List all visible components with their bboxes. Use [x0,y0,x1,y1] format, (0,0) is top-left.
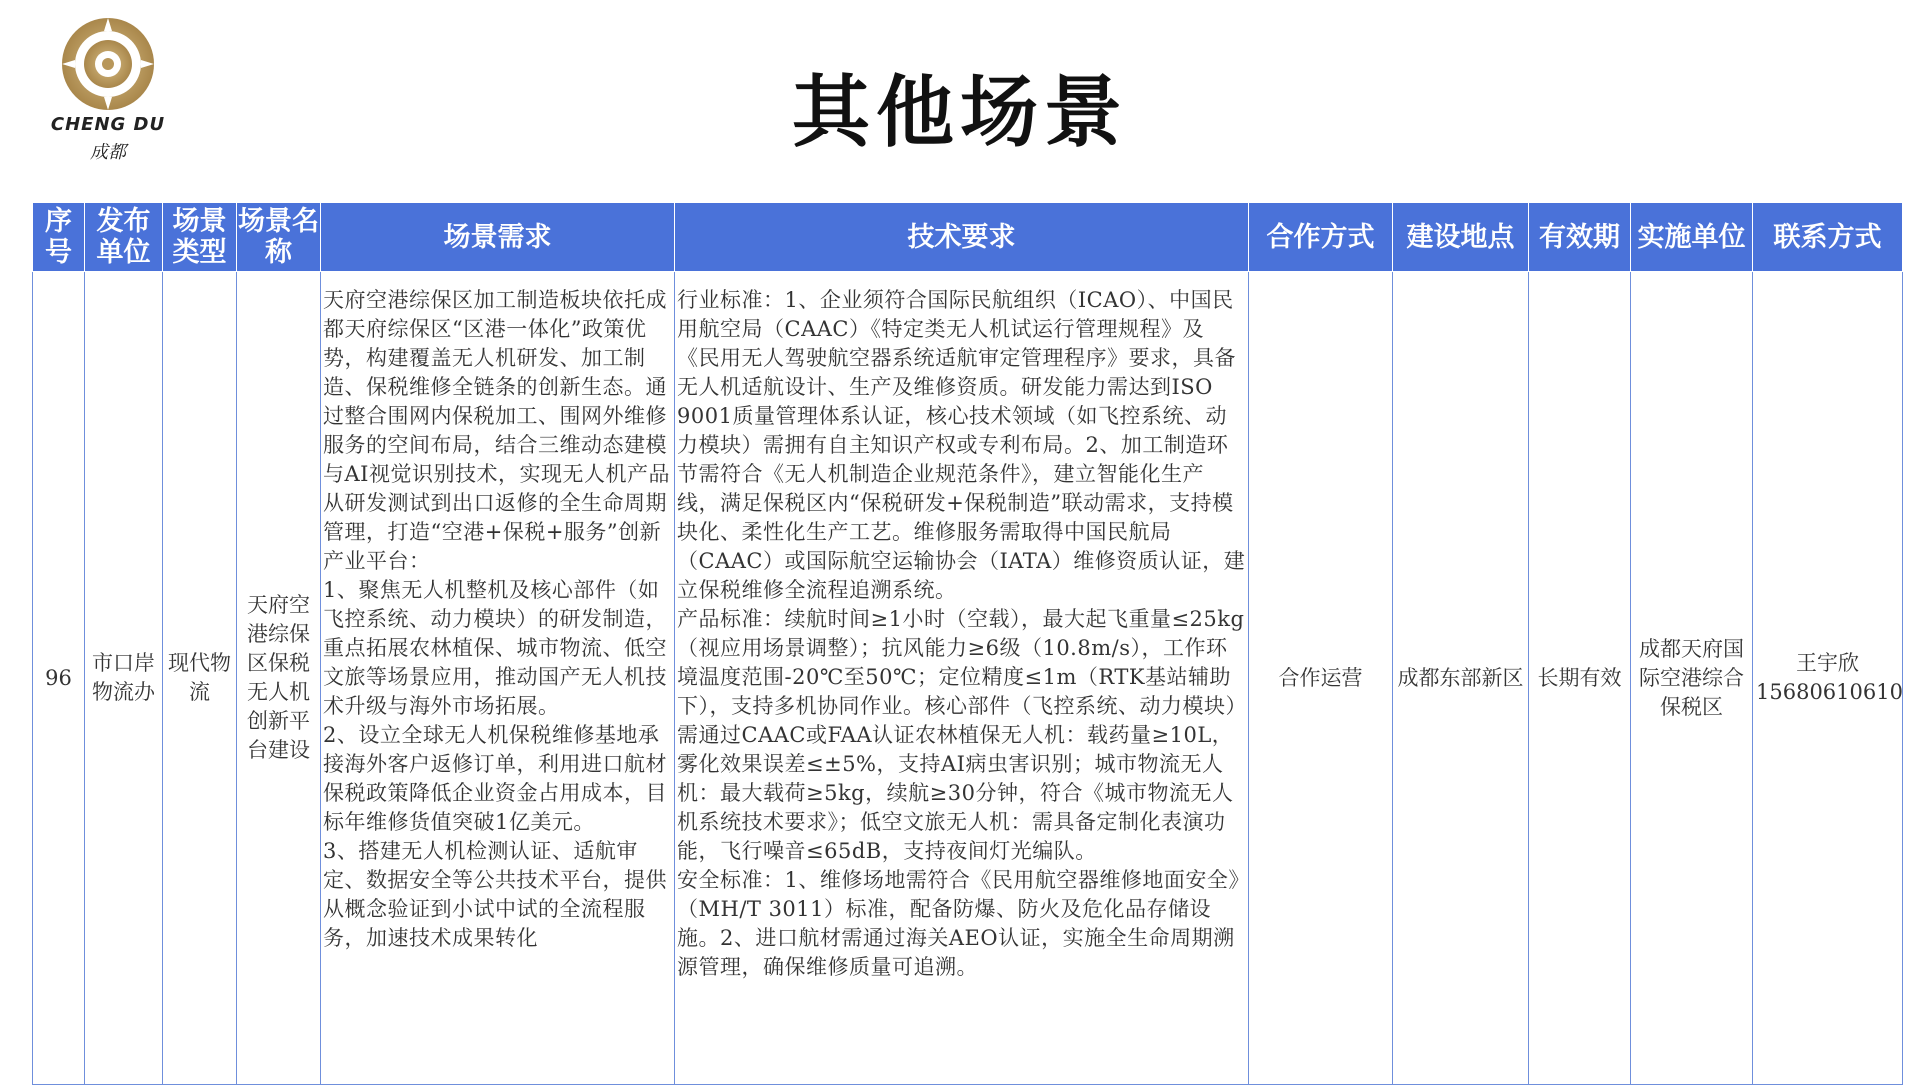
header-contact: 联系方式 [1753,203,1903,272]
logo-text-en: CHENG DU [50,114,166,135]
header-implementer: 实施单位 [1631,203,1753,272]
cell-cooperation: 合作运营 [1249,272,1393,1085]
header-tech: 技术要求 [675,203,1249,272]
header-publisher: 发布单位 [85,203,163,272]
cell-contact [1753,272,1903,1085]
header-location: 建设地点 [1393,203,1529,272]
header-demand: 场景需求 [321,203,675,272]
header-seq: 序号 [33,203,85,272]
logo-text-cn: 成都 [90,142,126,163]
header-scene-type: 场景类型 [163,203,237,272]
cell-demand [321,272,675,1085]
cell-validity: 长期有效 [1529,272,1631,1085]
cell-implementer: 成都天府国际空港综合保税区 [1631,272,1753,1085]
page-title: 其他场景 [791,67,1128,158]
table-header-row [33,203,1903,272]
header-validity: 有效期 [1529,203,1631,272]
cell-location: 成都东部新区 [1393,272,1529,1085]
cell-tech [675,272,1249,1085]
tech-text: 行业标准：1、企业须符合国际民航组织（ICAO）、中国民用航空局（CAAC）《特定类无人机试运行管理规程》及《民用无人驾驶航空器系统适航审定管理程序》要求，具备无人机适航设计、生产及维修资质。研发能力需达到ISO 9001质量管理体系认证，核心技术领域（如飞控系统、动力模块）需拥有自主知识产权或专利布局。2、加工制造环节需符合《无人机制造企业规范条件》，建立智能化生产线，满足保税区内“保税研发+保税制造”联动需求，支持模块化、柔性化生产工艺。维修服务需取得中国民航局（CAAC）或国际航空运输协会（IATA）维修资质认证，建立保税维修全流程追溯系统。 产品标准：续航时间≥1小时（空载），最大起飞重量≤25kg（视应用场景调整）；抗风能力≥6级（10.8m/s），工作环境温度范围-20℃至50℃；定位精度≤1m（RTK基站辅助下），支持多机协同作业。核心部件（飞控系统、动力模块）需通过CAAC或FAA认证农林植保无人机：载药量≥10L，雾化效果误差≤±5%，支持AI病虫害识别；城市物流无人机：最大载荷≥5kg，续航≥30分钟，符合《城市物流无人机系统技术要求》；低空文旅无人机：需具备定制化表演功能，飞行噪音≤65dB，支持夜间灯光编队。 安全标准：1、维修场地需符合《民用航空器维修地面安全》（MH/T 3011）标准，配备防爆、防火及危化品存储设施。2、进口航材需通过海关AEO认证，实施全生命周期溯源管理，确保维修质量可追溯。 [677,288,1246,979]
cell-scene-name: 天府空港综保区保税无人机创新平台建设 [237,272,321,1085]
contact-phone: 15680610610 [1756,680,1903,704]
scene-table [32,202,1903,1085]
demand-text: 天府空港综保区加工制造板块依托成都天府综保区“区港一体化”政策优势，构建覆盖无人机研发、加工制造、保税维修全链条的创新生态。通过整合围网内保税加工、围网外维修服务的空间布局，结合三维动态建模与AI视觉识别技术，实现无人机产品从研发测试到出口返修的全生命周期管理，打造“空港+保税+服务”创新产业平台： 1、聚焦无人机整机及核心部件（如飞控系统、动力模块）的研发制造，重点拓展农林植保、城市物流、低空文旅等场景应用，推动国产无人机技术升级与海外市场拓展。 2、设立全球无人机保税维修基地承接海外客户返修订单，利用进口航材保税政策降低企业资金占用成本，目标年维修货值突破1亿美元。 3、搭建无人机检测认证、适航审定、数据安全等公共技术平台，提供从概念验证到小试中试的全流程服务，加速技术成果转化 [323,288,670,950]
cell-publisher: 市口岸物流办 [85,272,163,1085]
header-cooperation: 合作方式 [1249,203,1393,272]
contact-name: 王宇欣 [1796,651,1859,675]
cell-scene-type: 现代物流 [163,272,237,1085]
table-row [33,272,1903,1085]
cell-seq: 96 [33,272,85,1085]
header-scene-name: 场景名称 [237,203,321,272]
